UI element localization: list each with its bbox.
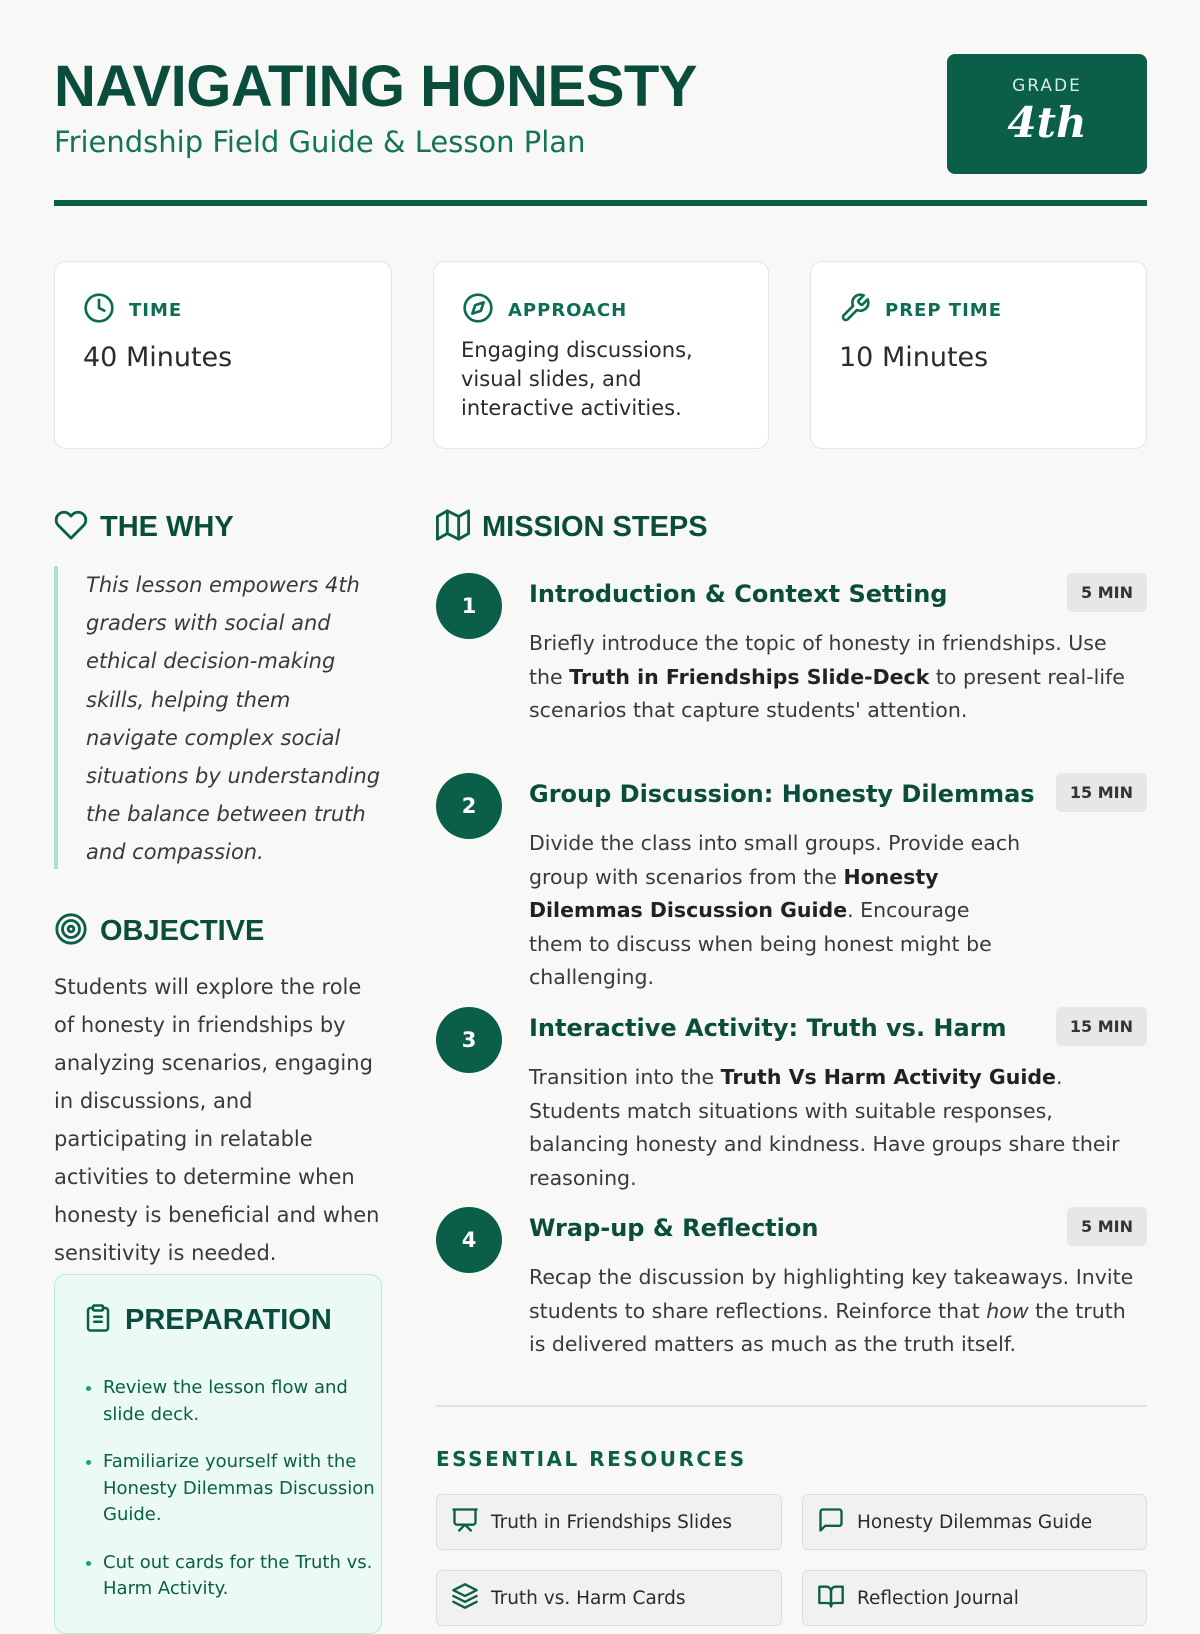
mission-step-3 (436, 1007, 1147, 1190)
preparation-list (83, 1375, 388, 1624)
map-icon (436, 508, 470, 546)
step-title: Introduction & Context Setting (529, 580, 948, 608)
duration-badge: 5 MIN (1067, 1207, 1147, 1246)
step-title: Wrap-up & Reflection (529, 1214, 819, 1242)
time-label: TIME (129, 299, 183, 321)
message-square-icon (817, 1506, 845, 1538)
preparation-heading (83, 1303, 332, 1337)
book-icon (817, 1582, 845, 1614)
page-title: NAVIGATING HONESTY (54, 54, 697, 119)
why-heading (54, 508, 234, 546)
mission-step-1 (436, 573, 1147, 723)
preparation-item: • Review the lesson flow and slide deck. (103, 1375, 388, 1428)
time-card (54, 261, 392, 449)
time-value: 40 Minutes (83, 342, 233, 373)
resources-divider (436, 1405, 1147, 1407)
resources-title: ESSENTIAL RESOURCES (436, 1447, 747, 1471)
presentation-icon (451, 1506, 479, 1538)
preparation-title: PREPARATION (125, 1303, 332, 1336)
resource-label: Honesty Dilemmas Guide (857, 1511, 1093, 1533)
mission-heading (436, 508, 708, 546)
why-title: THE WHY (100, 510, 234, 543)
layers-icon (451, 1582, 479, 1614)
preparation-item: • Familiarize yourself with the Honesty Dilemmas Discussion Guide. (103, 1449, 388, 1529)
approach-value: Engaging discussions, visual slides, and interactive activities. (461, 338, 693, 420)
step-description: Divide the class into small groups. Provide each group with scenarios from the Honesty Dilemmas Discussion Guide. Encourage them to discuss when being honest might be challenging. (529, 831, 1021, 989)
clipboard-icon (83, 1303, 113, 1337)
step-number: 1 (436, 573, 502, 639)
grade-value: 4th (1007, 98, 1087, 147)
page-subtitle: Friendship Field Guide & Lesson Plan (54, 125, 586, 159)
grade-label: GRADE (1012, 76, 1082, 96)
duration-badge: 15 MIN (1056, 1007, 1147, 1046)
objective-heading (54, 912, 264, 950)
resource-slides-button[interactable] (436, 1494, 782, 1550)
step-number: 2 (436, 773, 502, 839)
prep-time-card (810, 261, 1147, 449)
grade-badge (947, 54, 1147, 174)
duration-badge: 15 MIN (1056, 773, 1147, 812)
header-divider (54, 200, 1147, 206)
step-description: Transition into the Truth Vs Harm Activity Guide. Students match situations with suitable responses, balancing honesty and kindness. Have groups share their reasoning. (529, 1065, 1120, 1190)
step-description: Briefly introduce the topic of honesty in friendships. Use the Truth in Friendships Slide-Deck to present real-life scenarios that capture students' attention. (529, 631, 1125, 722)
step-title: Group Discussion: Honesty Dilemmas (529, 780, 1035, 808)
prep-time-label: PREP TIME (885, 299, 1002, 321)
heart-icon (54, 508, 88, 546)
mission-step-2 (436, 773, 1147, 989)
target-icon (54, 912, 88, 950)
step-number: 4 (436, 1207, 502, 1273)
resource-label: Truth vs. Harm Cards (491, 1587, 686, 1609)
objective-text: Students will explore the role of honesty in friendships by analyzing scenarios, engaging in discussions, and participating in relatable activities to determine when honesty is beneficial and when sensitivity is needed. (54, 975, 380, 1265)
resource-label: Reflection Journal (857, 1587, 1019, 1609)
objective-title: OBJECTIVE (100, 914, 265, 947)
preparation-item: • Cut out cards for the Truth vs. Harm Activity. (103, 1550, 388, 1603)
resource-journal-button[interactable] (802, 1570, 1147, 1626)
prep-time-value: 10 Minutes (839, 342, 989, 373)
preparation-panel (54, 1274, 382, 1634)
wrench-icon (839, 292, 871, 328)
resource-dilemmas-guide-button[interactable] (802, 1494, 1147, 1550)
step-number: 3 (436, 1007, 502, 1073)
resource-cards-button[interactable] (436, 1570, 782, 1626)
approach-label: APPROACH (508, 299, 628, 321)
resource-label: Truth in Friendships Slides (491, 1511, 732, 1533)
clock-icon (83, 292, 115, 328)
mission-step-4 (436, 1207, 1147, 1367)
why-quote: This lesson empowers 4th graders with social and ethical decision-making skills, helping them navigate complex social situations by understanding the balance between truth and compassion. (54, 566, 386, 869)
approach-card (433, 261, 769, 449)
compass-icon (462, 292, 494, 328)
duration-badge: 5 MIN (1067, 573, 1147, 612)
step-description: Recap the discussion by highlighting key takeaways. Invite students to share reflections. Reinforce that how the truth is delivered matters as much as the truth itself. (529, 1265, 1134, 1356)
step-title: Interactive Activity: Truth vs. Harm (529, 1014, 1007, 1042)
mission-title: MISSION STEPS (482, 510, 708, 543)
